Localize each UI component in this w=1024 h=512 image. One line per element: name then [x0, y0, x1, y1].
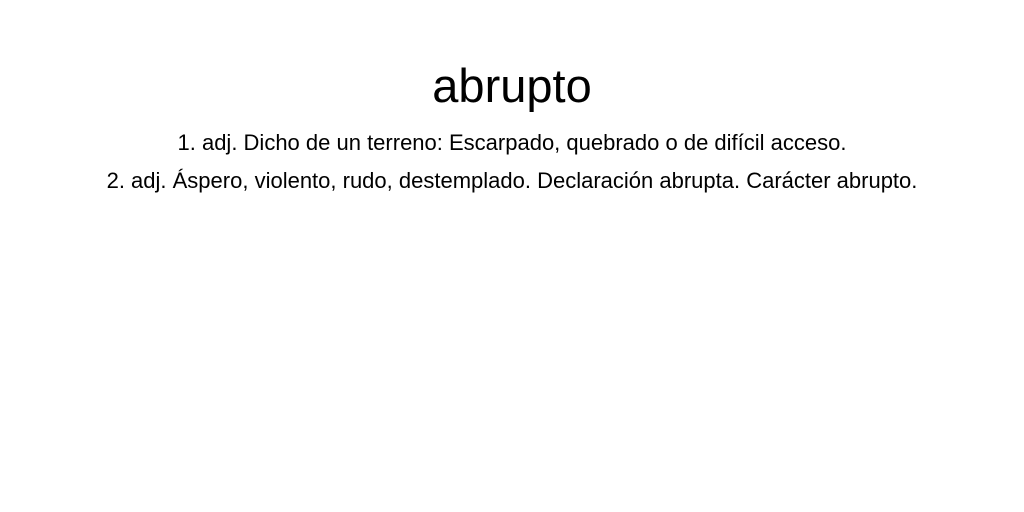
definition-2: 2. adj. Áspero, violento, rudo, destemplado. Declaración abrupta. Carácter abrupto. [106, 168, 918, 193]
definition-1: 1. adj. Dicho de un terreno: Escarpado, quebrado o de difícil acceso. [177, 130, 847, 155]
headword: abrupto [432, 59, 592, 112]
definition-list [0, 124, 1024, 200]
